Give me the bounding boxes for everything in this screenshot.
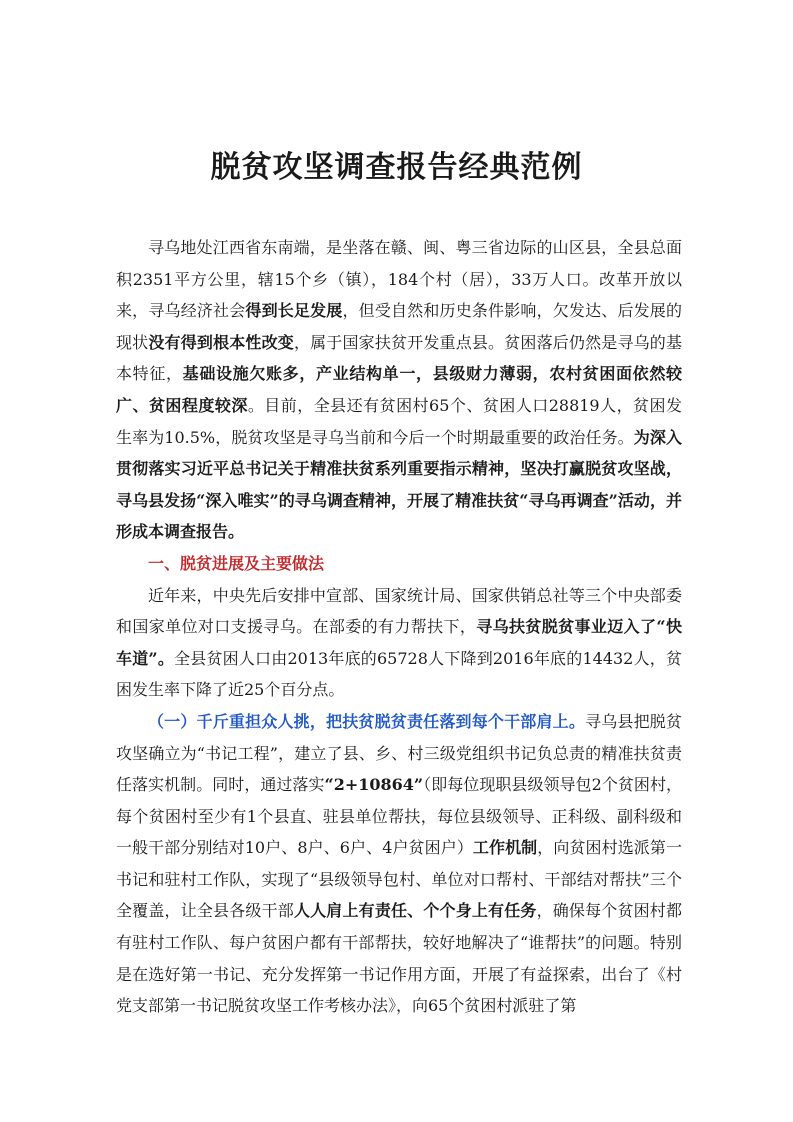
bold-run: 为深入贯彻落实习近平总书记关于精准扶贫系列重要指示精神，坚决打赢脱贫攻坚战，寻乌县发扬“深入唯实”的寻乌调查精神，开展了精准扶贫“寻乌再调查”活动，并形成本调查报告。	[116, 427, 682, 542]
text-run: ，但受自然和历史条件影响，欠发达、后发展的现状	[116, 301, 682, 352]
bold-run: 工作机制	[472, 838, 538, 858]
bold-run: “2+10864”	[324, 775, 424, 795]
intro-paragraph	[116, 232, 682, 548]
text-run: 。目前，全县还有贫困村65个、贫困人口28819人，贫困发生率为10.5%，脱贫攻坚是寻乌当前和今后一个时期最重要的政治任务。	[116, 395, 682, 447]
text-run: 全县贫困人口由2013年底的65728人下降到2016年底的14432人，贫困发生率下降了近25个百分点。	[116, 648, 682, 700]
text-run: 寻乌地处江西省东南端，是坐落在赣、闽、粤三省边际的山区县，全县总面积2351平方公里，辖15个乡（镇），184个村（居），33万人口。改革开放以来，寻乌经济社会	[116, 238, 682, 321]
text-run: ，属于国家扶贫开发重点县。贫困落后仍然是寻乌的基本特征，	[116, 332, 682, 384]
bold-run: 没有得到根本性改变	[148, 332, 294, 352]
progress-paragraph	[116, 580, 682, 706]
bold-run: 人人肩上有责任、个个身上有任务	[293, 901, 537, 921]
bold-run: 得到长足发展	[245, 301, 343, 321]
bold-run: 基础设施欠账多，产业结构单一，县级财力薄弱，农村贫困面依然较广、贫困程度较深	[116, 364, 682, 415]
subsection-heading: （一）千斤重担众人挑，把扶贫脱贫责任落到每个干部肩上。	[148, 711, 586, 731]
text-run: 寻乌县把脱贫攻坚确立为“书记工程”，建立了县、乡、村三级党组织书记负总责的精准扶贫责任落实机制。同时，通过落实	[116, 711, 682, 795]
text-run: ，向贫困村选派第一书记和驻村工作队，实现了“县级领导包村、单位对口帮村、干部结对帮扶”三个全覆盖，让全县各级干部	[116, 838, 682, 921]
text-run: 近年来，中央先后安排中宣部、国家统计局、国家供销总社等三个中央部委和国家单位对口支援寻乌。在部委的有力帮扶下，	[116, 585, 682, 637]
document-title: 脱贫攻坚调查报告经典范例	[210, 150, 583, 185]
section-heading: 一、脱贫进展及主要做法	[148, 553, 325, 573]
bold-run: 寻乌扶贫脱贫事业迈入了“快车道”。	[116, 617, 682, 668]
subsection-paragraph	[116, 706, 682, 1022]
text-run: （即每位现职县级领导包2个贫困村，每个贫困村至少有1个县直、驻县单位帮扶，每位县级领导、正科级、副科级和一般干部分别结对10户、8户、6户、4户贫困户）	[116, 775, 682, 858]
text-run: ，确保每个贫困村都有驻村工作队、每户贫困户都有干部帮扶，较好地解决了“谁帮扶”的问题。特别是在选好第一书记、充分发挥第一书记作用方面，开展了有益探索，出台了《村党支部第一书记脱贫攻坚工作考核办法》，向65个贫困村派驻了第	[116, 901, 682, 1016]
document-body	[116, 232, 682, 1022]
